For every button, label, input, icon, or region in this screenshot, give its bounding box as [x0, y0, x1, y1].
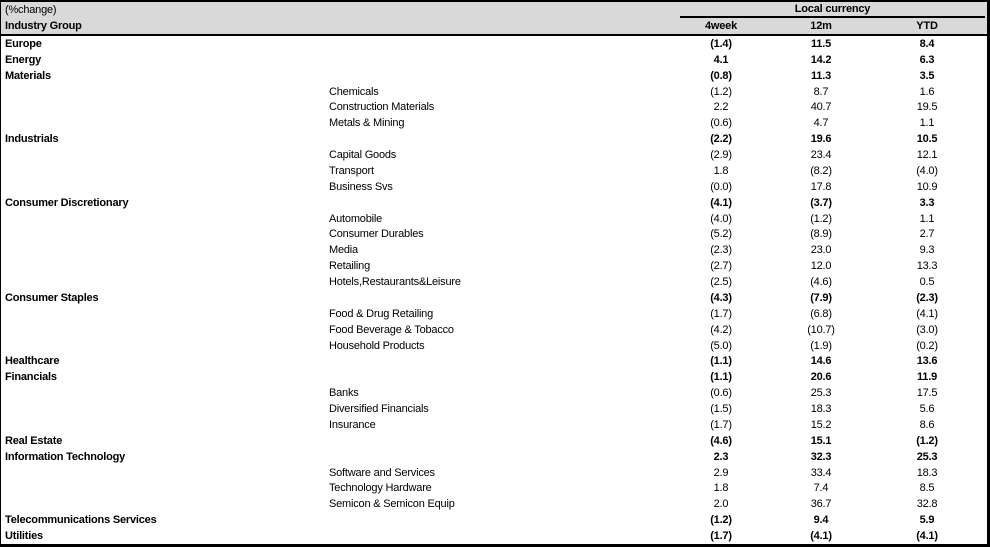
- value-4week: (1.5): [710, 403, 732, 416]
- value-12m: (8.2): [810, 164, 832, 177]
- table-row: [1, 322, 987, 338]
- value-4week: (2.3): [710, 244, 732, 257]
- table-row: [1, 465, 987, 481]
- industry-label: Industrials: [5, 133, 59, 146]
- value-4week: (4.3): [710, 291, 732, 304]
- industry-label: Construction Materials: [329, 101, 435, 114]
- value-12m: 20.6: [810, 371, 832, 384]
- industry-label: Capital Goods: [329, 149, 397, 162]
- value-4week: 2.3: [713, 450, 729, 463]
- value-ytd: 11.9: [916, 371, 937, 384]
- value-4week: (2.7): [710, 260, 732, 273]
- table-row: [1, 338, 987, 354]
- value-12m: 4.7: [813, 117, 829, 130]
- table-row: [1, 84, 987, 100]
- table-row: [1, 496, 987, 512]
- value-4week: (1.7): [710, 418, 732, 431]
- value-12m: 23.4: [810, 149, 832, 162]
- value-ytd: 3.3: [919, 196, 935, 209]
- table-row: [1, 227, 987, 243]
- table-row: [1, 115, 987, 131]
- value-ytd: 18.3: [916, 466, 938, 479]
- industry-label: Transport: [329, 164, 374, 177]
- value-12m: 11.5: [810, 37, 831, 50]
- industry-label: Materials: [5, 69, 51, 82]
- industry-label: Household Products: [329, 339, 425, 352]
- industry-label: Retailing: [329, 260, 371, 273]
- value-4week: (0.0): [710, 180, 732, 193]
- value-ytd: (4.1): [916, 530, 938, 543]
- industry-label: Banks: [329, 387, 359, 400]
- value-4week: (4.1): [710, 196, 732, 209]
- value-4week: (1.1): [710, 355, 732, 368]
- value-ytd: 25.3: [916, 450, 938, 463]
- value-12m: 25.3: [810, 387, 832, 400]
- value-ytd: 17.5: [916, 387, 938, 400]
- table-row: [1, 385, 987, 401]
- value-ytd: 3.5: [919, 69, 935, 82]
- value-12m: (8.9): [810, 228, 832, 241]
- value-4week: (5.2): [710, 228, 732, 241]
- value-ytd: (2.3): [916, 291, 938, 304]
- value-ytd: 10.5: [916, 133, 938, 146]
- industry-label: Europe: [5, 37, 42, 50]
- industry-label: Business Svs: [329, 180, 393, 193]
- value-4week: (2.9): [710, 149, 732, 162]
- value-12m: 17.8: [810, 180, 832, 193]
- percent-change-note: (%change): [5, 4, 57, 16]
- table-row: [1, 52, 987, 68]
- value-12m: 11.3: [810, 69, 831, 82]
- value-4week: 1.8: [713, 482, 729, 495]
- value-4week: (2.2): [710, 133, 732, 146]
- table-row: [1, 163, 987, 179]
- industry-label: Utilities: [5, 530, 43, 543]
- industry-label: Diversified Financials: [329, 403, 429, 416]
- value-ytd: 8.6: [919, 418, 935, 431]
- table-row: [1, 354, 987, 370]
- value-12m: (1.2): [810, 212, 832, 225]
- industry-label: Healthcare: [5, 355, 60, 368]
- industry-label: Information Technology: [5, 450, 126, 463]
- table-row: [1, 481, 987, 497]
- value-12m: (6.8): [810, 307, 832, 320]
- local-currency-group-header: Local currency: [680, 2, 985, 18]
- table-row: [1, 528, 987, 544]
- value-ytd: (4.0): [916, 164, 938, 177]
- value-12m: 15.2: [810, 418, 832, 431]
- value-12m: (4.1): [810, 530, 832, 543]
- value-ytd: 9.3: [919, 244, 935, 257]
- value-4week: (1.4): [710, 37, 732, 50]
- table-header: [1, 2, 987, 36]
- table-row: [1, 512, 987, 528]
- value-4week: 4.1: [713, 53, 729, 66]
- value-12m: 8.7: [813, 85, 829, 98]
- value-12m: 33.4: [810, 466, 832, 479]
- industry-label: Consumer Durables: [329, 228, 424, 241]
- industry-label: Chemicals: [329, 85, 379, 98]
- industry-group-column-header: Industry Group: [5, 20, 82, 32]
- header-row-columns: [1, 18, 987, 34]
- value-ytd: 6.3: [919, 53, 935, 66]
- value-4week: (0.6): [710, 387, 732, 400]
- industry-label: Technology Hardware: [329, 482, 432, 495]
- value-4week: (0.6): [710, 117, 732, 130]
- value-ytd: 1.6: [919, 85, 935, 98]
- value-4week: (1.2): [710, 85, 732, 98]
- table-body: [1, 36, 987, 544]
- value-ytd: (1.2): [916, 434, 938, 447]
- value-4week: (4.2): [710, 323, 732, 336]
- table-row: [1, 369, 987, 385]
- table-row: [1, 211, 987, 227]
- table-row: [1, 242, 987, 258]
- value-12m: (10.7): [807, 323, 835, 336]
- column-header-12m: 12m: [810, 20, 832, 32]
- value-ytd: 8.5: [919, 482, 935, 495]
- value-ytd: 1.1: [919, 212, 935, 225]
- value-12m: 7.4: [813, 482, 829, 495]
- table-row: [1, 179, 987, 195]
- value-ytd: 12.1: [916, 149, 938, 162]
- table-row: [1, 401, 987, 417]
- value-12m: 36.7: [810, 498, 832, 511]
- value-12m: 40.7: [810, 101, 832, 114]
- value-ytd: 8.4: [919, 37, 935, 50]
- value-12m: 18.3: [810, 403, 832, 416]
- table-row: [1, 274, 987, 290]
- header-row-currency: [1, 2, 987, 18]
- table-row: [1, 433, 987, 449]
- value-ytd: 5.9: [919, 514, 935, 527]
- industry-label: Food & Drug Retailing: [329, 307, 434, 320]
- table-row: [1, 417, 987, 433]
- value-ytd: 0.5: [919, 276, 935, 289]
- value-4week: (1.7): [710, 530, 732, 543]
- table-row: [1, 195, 987, 211]
- value-12m: (1.9): [810, 339, 832, 352]
- value-ytd: 13.3: [916, 260, 938, 273]
- value-4week: 2.2: [713, 101, 729, 114]
- value-4week: (4.0): [710, 212, 732, 225]
- industry-label: Food Beverage & Tobacco: [329, 323, 454, 336]
- value-12m: 23.0: [810, 244, 832, 257]
- value-12m: 14.6: [810, 355, 832, 368]
- value-ytd: 1.1: [919, 117, 935, 130]
- table-row: [1, 449, 987, 465]
- value-ytd: 32.8: [916, 498, 938, 511]
- value-4week: (0.8): [710, 69, 732, 82]
- value-12m: 15.1: [810, 434, 832, 447]
- value-4week: 2.9: [713, 466, 729, 479]
- industry-label: Media: [329, 244, 358, 257]
- table-row: [1, 100, 987, 116]
- industry-label: Hotels,Restaurants&Leisure: [329, 276, 461, 289]
- table-row: [1, 306, 987, 322]
- value-ytd: (3.0): [916, 323, 938, 336]
- value-4week: (5.0): [710, 339, 732, 352]
- industry-label: Consumer Discretionary: [5, 196, 129, 209]
- table-row: [1, 131, 987, 147]
- value-12m: 14.2: [810, 53, 832, 66]
- value-4week: 2.0: [713, 498, 729, 511]
- industry-label: Energy: [5, 53, 42, 66]
- table-row: [1, 258, 987, 274]
- industry-label: Insurance: [329, 418, 376, 431]
- value-ytd: (0.2): [916, 339, 938, 352]
- value-4week: 1.8: [713, 164, 729, 177]
- value-12m: 19.6: [810, 133, 832, 146]
- column-header-ytd: YTD: [916, 20, 938, 32]
- industry-label: Semicon & Semicon Equip: [329, 498, 455, 511]
- value-12m: 12.0: [810, 260, 832, 273]
- value-12m: (4.6): [810, 276, 832, 289]
- industry-label: Real Estate: [5, 434, 63, 447]
- value-ytd: 5.6: [919, 403, 935, 416]
- industry-label: Financials: [5, 371, 57, 384]
- industry-label: Software and Services: [329, 466, 435, 479]
- value-4week: (1.1): [710, 371, 732, 384]
- value-ytd: (4.1): [916, 307, 938, 320]
- table-row: [1, 68, 987, 84]
- value-ytd: 13.6: [916, 355, 938, 368]
- table-row: [1, 290, 987, 306]
- value-ytd: 2.7: [919, 228, 935, 241]
- industry-label: Automobile: [329, 212, 383, 225]
- value-4week: (2.5): [710, 276, 732, 289]
- value-12m: (7.9): [810, 291, 832, 304]
- table-row: [1, 36, 987, 52]
- value-4week: (1.2): [710, 514, 732, 527]
- table-row: [1, 147, 987, 163]
- industry-label: Consumer Staples: [5, 291, 99, 304]
- value-12m: 32.3: [810, 450, 832, 463]
- value-ytd: 10.9: [916, 180, 938, 193]
- industry-label: Metals & Mining: [329, 117, 405, 130]
- value-4week: (4.6): [710, 434, 732, 447]
- column-header-4week: 4week: [704, 20, 738, 32]
- value-4week: (1.7): [710, 307, 732, 320]
- value-ytd: 19.5: [916, 101, 938, 114]
- value-12m: 9.4: [813, 514, 829, 527]
- industry-label: Telecommunications Services: [5, 514, 157, 527]
- value-12m: (3.7): [810, 196, 832, 209]
